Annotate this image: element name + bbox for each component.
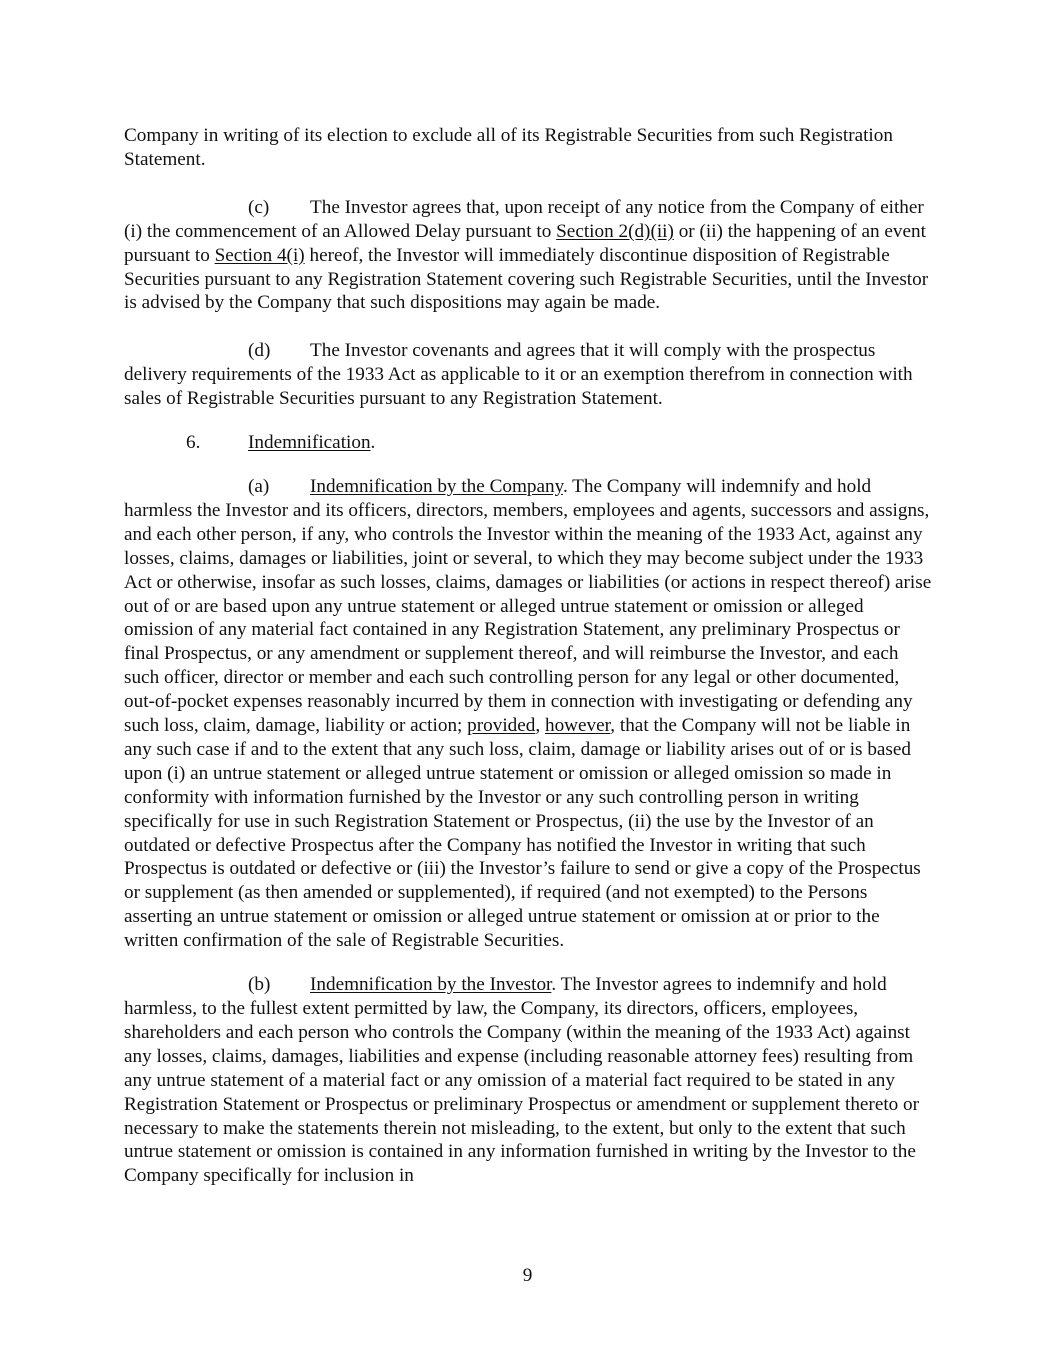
section-reference-link[interactable]: Section 2(d)(ii) <box>556 220 674 242</box>
paragraph-label: (c) <box>248 196 270 218</box>
paragraph-text: . The Investor agrees to indemnify and hold harmless, to the fullest extent permitted by law, the Company, its directors, officers, employees, shareholders and each person who controls the Company (within the meaning of the 1933 Act) against any losses, claims, damages, liabilities and expense (including reasonable attorney fees) resulting from any untrue statement of a material fact or any omission of a material fact required to be stated in any Registration Statement or Prospectus or preliminary Prospectus or amendment or supplement thereto or necessary to make the statements therein not misleading, to the extent, but only to the extent that such untrue statement or omission is contained in any information furnished in writing by the Investor to the Company specifically for inclusion in <box>124 974 920 1187</box>
section-number: 6. <box>186 432 201 454</box>
paragraph-continuation <box>124 124 932 172</box>
paragraph-a <box>124 475 932 953</box>
paragraph-label: (a) <box>248 475 270 497</box>
document-page <box>124 124 932 1188</box>
paragraph-text: hereof, the Investor will immediately discontinue disposition of Registrable Securities pursuant to any Registration Statement covering such Registrable Securities, until the Investor is advised by the Company that such dispositions may again be made. <box>124 244 929 314</box>
paragraph-text: . The Company will indemnify and hold harmless the Investor and its officers, directors, members, employees and agents, successors and assigns, and each other person, if any, who controls the Investor within the meaning of the 1933 Act, against any losses, claims, damages or liabilities, joint or several, to which they may become subject under the 1933 Act or otherwise, insofar as such losses, claims, damages or liabilities (or actions in respect thereof) arise out of or are based upon any untrue statement or alleged untrue statement or omission or alleged omission of any material fact contained in any Registration Statement, any preliminary Prospectus or final Prospectus, or any amendment or supplement thereof, and will reimburse the Investor, and each such officer, director or member and each such controlling person for any legal or other documented, out-of-pocket expenses reasonably incurred by them in connection with investigating or defending any such loss, claim, damage, liability or action; <box>124 475 932 737</box>
section-title: Indemnification <box>248 432 371 454</box>
paragraph-label: (b) <box>248 974 271 996</box>
paragraph-text: , that the Company will not be liable in any such case if and to the extent that any such loss, claim, damage or liability arises out of or is based upon (i) an untrue statement or alleged untrue statement or omission or alleged omission so made in conformity with information furnished by the Investor or any such controlling person in writing specifically for use in such Registration Statement or Prospectus, (ii) the use by the Investor of an outdated or defective Prospectus after the Company has notified the Investor in writing that such Prospectus is outdated or defective or (iii) the Investor’s failure to send or give a copy of the Prospectus or supplement (as then amended or supplemented), if required (and not exempted) to the Persons asserting an untrue statement or omission or alleged untrue statement or omission at or prior to the written confirmation of the sale of Registrable Securities. <box>124 715 921 952</box>
paragraph-text: The Investor covenants and agrees that it will comply with the prospectus delivery requirements of the 1933 Act as applicable to it or an exemption therefrom in connection with sales of Registrable Securities pursuant to any Registration Statement. <box>124 340 913 410</box>
paragraph-c <box>124 196 932 316</box>
term-provided: provided <box>467 715 536 737</box>
section-title-period: . <box>370 432 376 454</box>
term-however: however <box>544 715 611 737</box>
paragraph-b <box>124 973 932 1188</box>
section-reference-link[interactable]: Section 4(i) <box>214 244 305 266</box>
paragraph-text: Company in writing of its election to exclude all of its Registrable Securities from such Registration Statement. <box>124 125 893 170</box>
paragraph-text: The Investor agrees that, upon receipt of any notice from the Company of either (i) the commencement of an Allowed Delay pursuant to <box>124 196 924 242</box>
subsection-heading: Indemnification by the Investor <box>310 974 552 996</box>
punctuation: , <box>535 715 545 737</box>
section-heading <box>124 431 932 455</box>
page-number: 9 <box>522 1265 533 1286</box>
indent <box>124 196 248 220</box>
paragraph-text: or (ii) the happening of an event pursuant to <box>124 220 926 266</box>
paragraph-d <box>124 339 932 411</box>
subsection-heading: Indemnification by the Company <box>310 475 563 497</box>
paragraph-label: (d) <box>248 340 271 362</box>
